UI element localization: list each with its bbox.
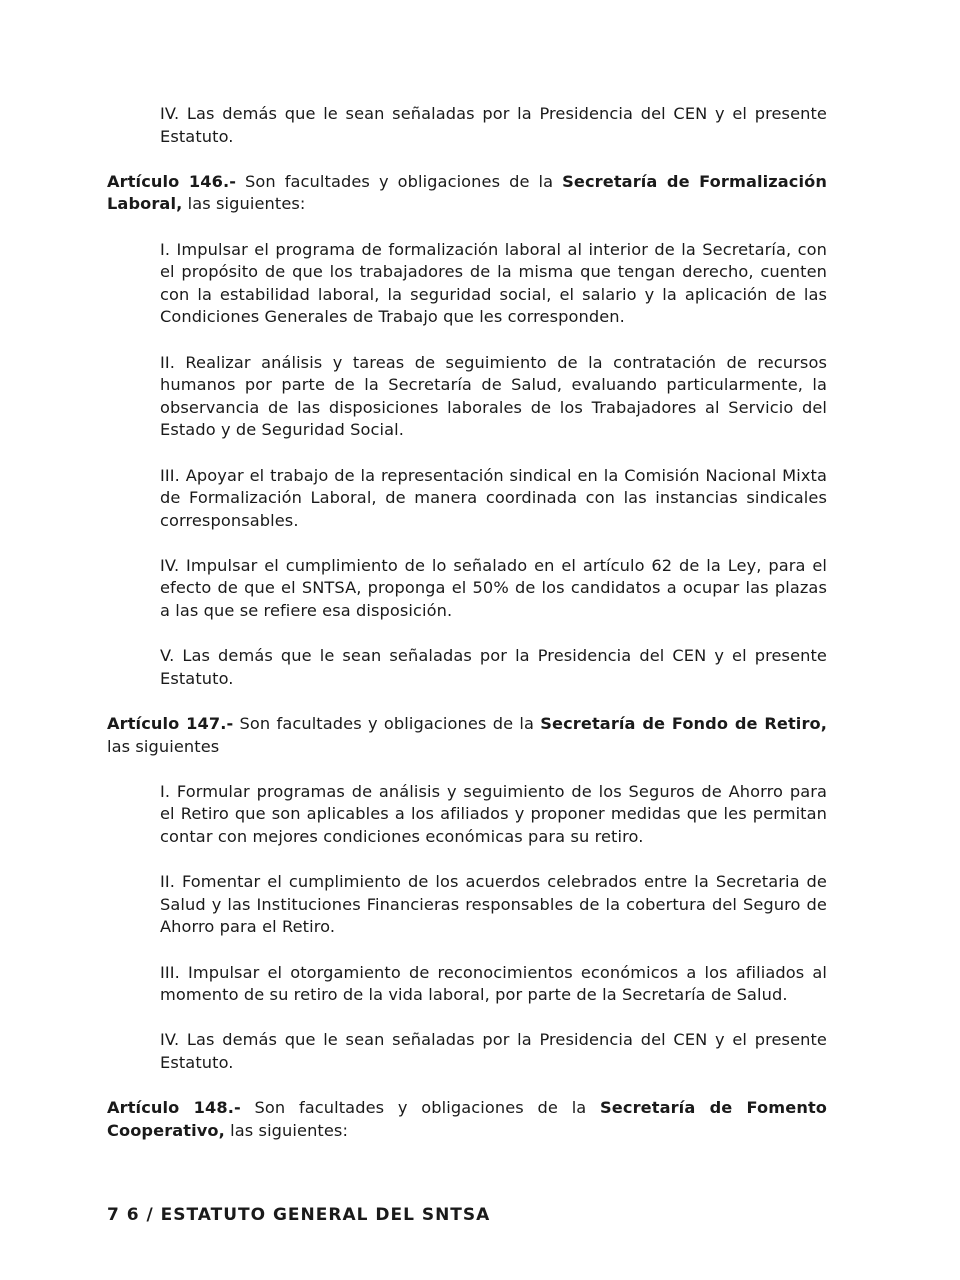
page-footer: 7 6 / ESTATUTO GENERAL DEL SNTSA	[107, 1205, 491, 1225]
article-147-heading	[107, 713, 827, 758]
article-147-item-ii: II. Fomentar el cumplimiento de los acuerdos celebrados entre la Secretaria de Salud y las Instituciones Financieras responsables de la cobertura del Seguro de Ahorro para el Retiro.	[160, 872, 827, 937]
article-146-item-iv: IV. Impulsar el cumplimiento de lo señalado en el artículo 62 de la Ley, para el efecto de que el SNTSA, proponga el 50% de los candidatos a ocupar las plazas a las que se refiere esa disposición.	[160, 555, 827, 621]
article-146-label: Artículo 146.-	[107, 171, 237, 191]
article-147-text-2: las siguientes	[107, 736, 220, 756]
article-147-entity: Secretaría de Fondo de Retiro,	[540, 714, 828, 734]
article-148-text-1: Son facultades y obligaciones de la	[240, 1098, 601, 1118]
article-146-text-2: las siguientes:	[182, 194, 306, 214]
article-146-heading	[107, 171, 827, 216]
article-146-item-iii: III. Apoyar el trabajo de la representación sindical en la Comisión Nacional Mixta de Formalización Laboral, de manera coordinada con las instancias sindicales corresponsables.	[160, 465, 827, 530]
article-148-heading	[107, 1097, 827, 1142]
article-148-text-2: las siguientes:	[224, 1120, 349, 1140]
article-146-text-1: Son facultades y obligaciones de la	[236, 171, 563, 191]
article-147-item-iv: IV. Las demás que le sean señaladas por la Presidencia del CEN y el presente Estatuto.	[160, 1030, 827, 1072]
article-147-text-1: Son facultades y obligaciones de la	[233, 714, 541, 734]
article-146-item-ii: II. Realizar análisis y tareas de seguimiento de la contratación de recursos humanos por parte de la Secretaría de Salud, evaluando particularmente, la observancia de las disposiciones laborales de los Trabajadores al Servicio del Estado y de Seguridad Social.	[160, 352, 827, 440]
article-147-label: Artículo 147.-	[107, 714, 234, 734]
article-148-label: Artículo 148.-	[107, 1098, 241, 1118]
article-145-item-iv: IV. Las demás que le sean señaladas por la Presidencia del CEN y el presente Estatuto.	[160, 104, 827, 146]
article-148-entity: Secretaría de Fomento Cooperativo,	[107, 1098, 828, 1140]
article-147-item-i: I. Formular programas de análisis y seguimiento de los Seguros de Ahorro para el Retiro que son aplicables a los afiliados y proponer medidas que les permitan contar con mejores condiciones económicas para su retiro.	[160, 781, 827, 846]
article-146-entity: Secretaría de Formalización Laboral,	[107, 171, 827, 214]
article-146-item-i: I. Impulsar el programa de formalización laboral al interior de la Secretaría, con el propósito de que los trabajadores de la misma que tengan derecho, cuenten con la estabilidad laboral, la seguridad social, el salario y la aplicación de las Condiciones Generales de Trabajo que les corresponden.	[160, 239, 827, 327]
article-147-item-iii: III. Impulsar el otorgamiento de reconocimientos económicos a los afiliados al momento de su retiro de la vida laboral, por parte de la Secretaría de Salud.	[160, 962, 827, 1005]
document-body	[107, 103, 827, 1165]
article-146-item-v: V. Las demás que le sean señaladas por la Presidencia del CEN y el presente Estatuto.	[160, 646, 827, 688]
